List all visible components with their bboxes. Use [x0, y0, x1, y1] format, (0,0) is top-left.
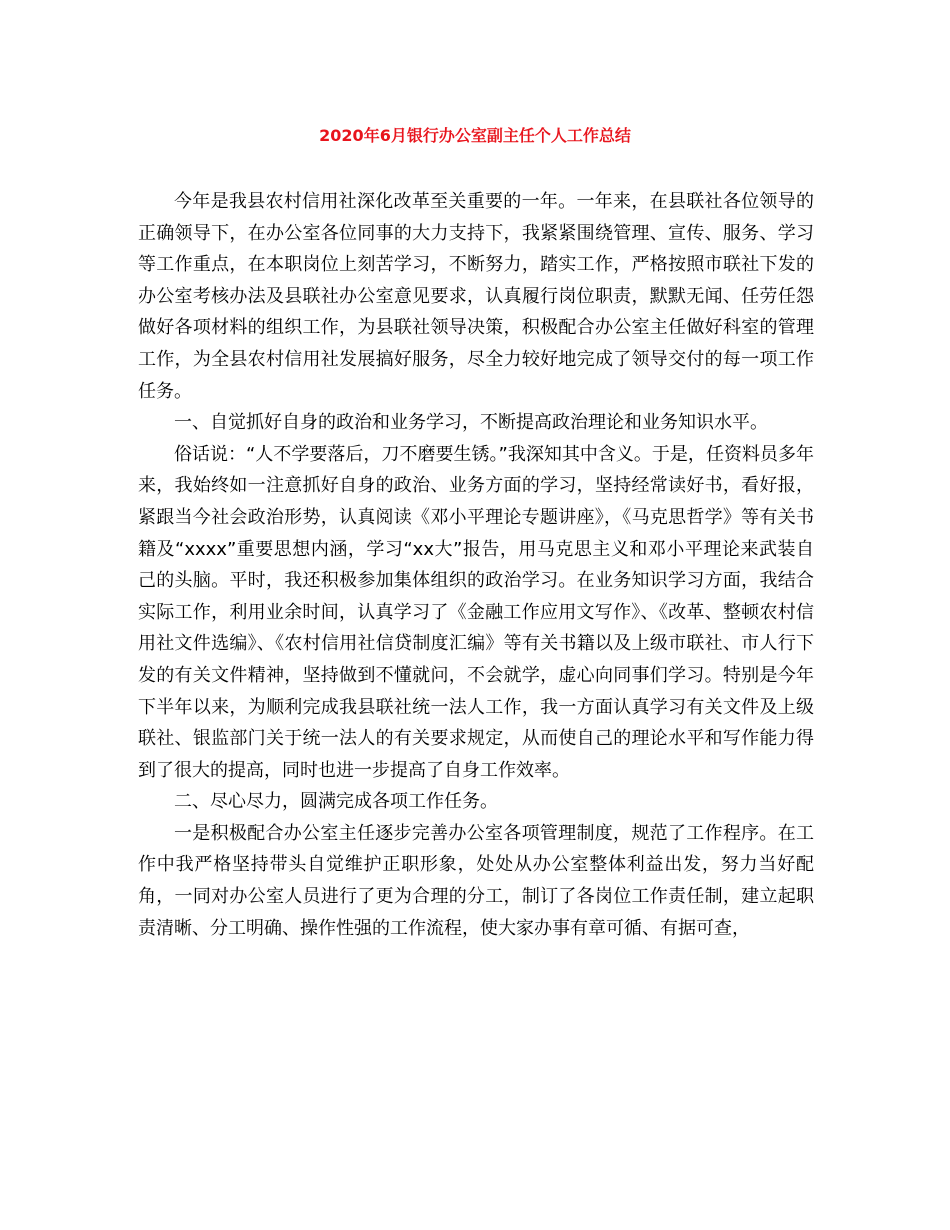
- paragraph-study: 俗话说：“人不学要落后，刀不磨要生锈。”我深知其中含义。于是，任资料员多年来，我始终如一注意抓好自身的政治、业务方面的学习，坚持经常读好书，看好报，紧跟当今社会政治形势，认真阅读《邓小平理论专题讲座》，《马克思哲学》等有关书籍及“xxxx”重要思想内涵，学习“xx大”报告，用马克思主义和邓小平理论来武装自己的头脑。平时，我还积极参加集体组织的政治学习。在业务知识学习方面，我结合实际工作，利用业余时间，认真学习了《金融工作应用文写作》、《改革、整顿农村信用社文件选编》、《农村信用社信贷制度汇编》等有关书籍以及上级市联社、市人行下发的有关文件精神，坚持做到不懂就问，不会就学，虚心向同事们学习。特别是今年下半年以来，为顺利完成我县联社统一法人工作，我一方面认真学习有关文件及上级联社、银监部门关于统一法人的有关要求规定，从而使自己的理论水平和写作能力得到了很大的提高，同时也进一步提高了自身工作效率。: [138, 443, 814, 781]
- document-title: 2020年6月银行办公室副主任个人工作总结: [319, 126, 631, 145]
- paragraph-intro: 今年是我县农村信用社深化改革至关重要的一年。一年来，在县联社各位领导的正确领导下，在办公室各位同事的大力支持下，我紧紧围绕管理、宣传、服务、学习等工作重点，在本职岗位上刻苦学习，不断努力，踏实工作，严格按照市联社下发的办公室考核办法及县联社办公室意见要求，认真履行岗位职责，默默无闻、任劳任怨做好各项材料的组织工作，为县联社领导决策，积极配合办公室主任做好科室的管理工作，为全县农村信用社发展搞好服务，尽全力较好地完成了领导交付的每一项工作任务。: [138, 191, 814, 402]
- section-heading-2: 二、尽心尽力，圆满完成各项工作任务。: [174, 791, 498, 813]
- section-heading-1: 一、自觉抓好自身的政治和业务学习，不断提高政治理论和业务知识水平。: [174, 412, 768, 434]
- paragraph-management: 一是积极配合办公室主任逐步完善办公室各项管理制度，规范了工作程序。在工作中我严格坚持带头自觉维护正职形象，处处从办公室整体利益出发，努力当好配角，一同对办公室人员进行了更为合理的分工，制订了各岗位工作责任制，建立起职责清晰、分工明确、操作性强的工作流程，使大家办事有章可循、有据可查，: [138, 822, 814, 939]
- document-body: [138, 186, 814, 944]
